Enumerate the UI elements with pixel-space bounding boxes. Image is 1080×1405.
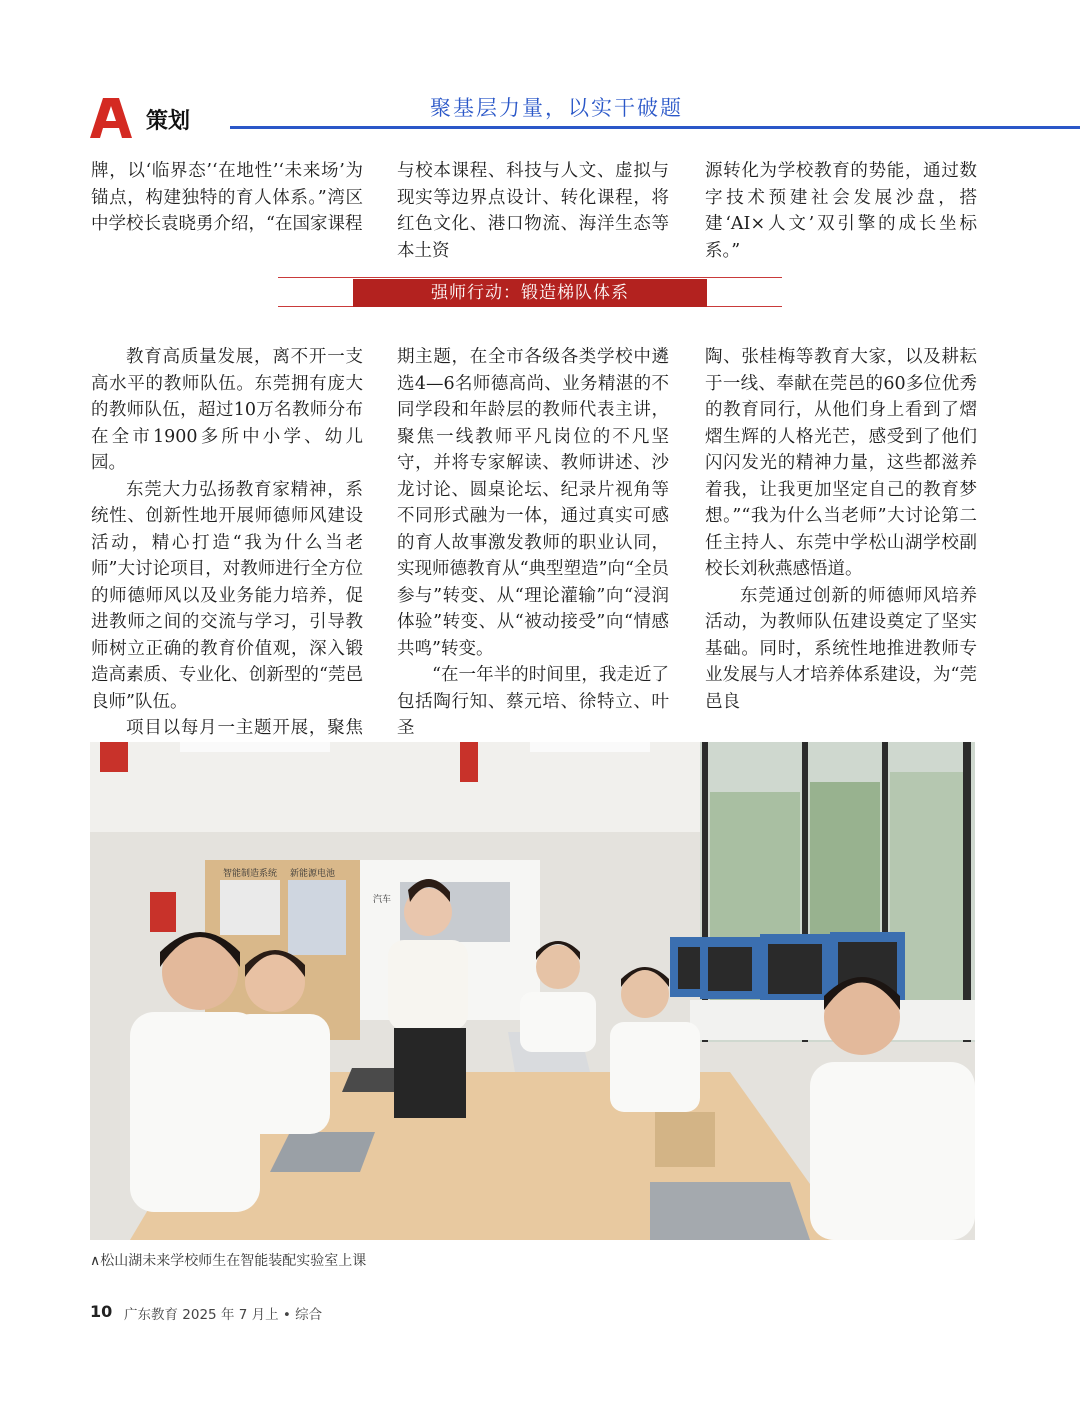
photo-caption: ∧松山湖未来学校师生在智能装配实验室上课 bbox=[90, 1253, 367, 1269]
paragraph: 陶、张桂梅等教育大家，以及耕耘于一线、奉献在莞邑的60多位优秀的教育同行，从他们身上看到了熠熠生辉的人格光芒，感受到了他们闪闪发光的精神力量，这些都滋养着我，让我更加坚定自己的教育梦想。”“我为什么当老师”大讨论第二任主持人、东莞中学松山湖学校副校长刘秋燕感悟道。 bbox=[705, 347, 977, 579]
body-column-1 bbox=[91, 344, 363, 768]
banner-rule-top bbox=[278, 277, 782, 278]
paragraph: 项目以每月一主题开展，聚焦 bbox=[126, 718, 363, 738]
wall-panel bbox=[220, 880, 280, 935]
wall-panel-label-1: 智能制造系统 bbox=[223, 869, 278, 879]
top-column-3 bbox=[705, 158, 977, 264]
top-column-1 bbox=[91, 158, 363, 238]
wall-panel-label-3: 汽车 bbox=[373, 895, 392, 905]
paragraph: 东莞通过创新的师德师风培养活动，为教师队伍建设奠定了坚实基础。同时，系统性地推进教师专业发展与人才培养体系建设，为“莞邑良 bbox=[705, 585, 977, 712]
publication-info: 广东教育 2025 年 7 月上 • 综合 bbox=[124, 1307, 323, 1323]
body-column-2 bbox=[397, 344, 669, 742]
paragraph: 源转化为学校教育的势能，通过数字技术预建社会发展沙盘，搭建‘AI×人文’双引擎的成长坐标系。” bbox=[705, 161, 977, 261]
paragraph: “在一年半的时间里，我走近了包括陶行知、蔡元培、徐特立、叶圣 bbox=[397, 665, 669, 738]
header-divider bbox=[230, 126, 1080, 129]
section-heading: 强师行动：锻造梯队体系 bbox=[353, 279, 707, 307]
paragraph: 教育高质量发展，离不开一支高水平的教师队伍。东莞拥有庞大的教师队伍，超过10万名教师分布在全市1900多所中小学、幼儿园。 bbox=[91, 347, 363, 473]
paragraph: 期主题，在全市各级各类学校中遴选4—6名师德高尚、业务精湛的不同学段和年龄层的教师代表主讲，聚焦一线教师平凡岗位的不凡坚守，并将专家解读、教师讲述、沙龙讨论、圆桌论坛、纪录片视角等不同形式融为一体，通过真实可感的育人故事激发教师的职业认同，实现师德教育从“典型塑造”向“全员参与”转变、从“理论灌输”向“浸润体验”转变、从“被动接受”向“情感共鸣”转变。 bbox=[397, 347, 669, 659]
wall-panel-label-2: 新能源电池 bbox=[290, 869, 336, 879]
classroom-illustration bbox=[90, 742, 975, 1240]
section-logo-icon bbox=[90, 96, 132, 138]
section-label: 策划 bbox=[146, 109, 191, 134]
top-column-2 bbox=[397, 158, 669, 264]
body-column-3 bbox=[705, 344, 977, 715]
page-number: 10 bbox=[90, 1302, 113, 1321]
paragraph: 东莞大力弘扬教育家精神，系统性、创新性地开展师德师风建设活动，精心打造“我为什么当老师”大讨论项目，对教师进行全方位的师德师风以及业务能力培养，促进教师之间的交流与学习，引导教师树立正确的教育价值观，深入锻造高素质、专业化、创新型的“莞邑良师”队伍。 bbox=[91, 479, 363, 712]
paragraph: 与校本课程、科技与人文、虚拟与现实等边界点设计、转化课程，将红色文化、港口物流、海洋生态等本土资 bbox=[397, 161, 669, 261]
header-title: 聚基层力量，以实干破题 bbox=[430, 96, 683, 120]
paragraph: 牌，以‘临界态’‘在地性’‘未来场’为锚点，构建独特的育人体系。”湾区中学校长袁晓勇介绍，“在国家课程 bbox=[91, 161, 363, 234]
classroom-photo bbox=[90, 742, 975, 1240]
